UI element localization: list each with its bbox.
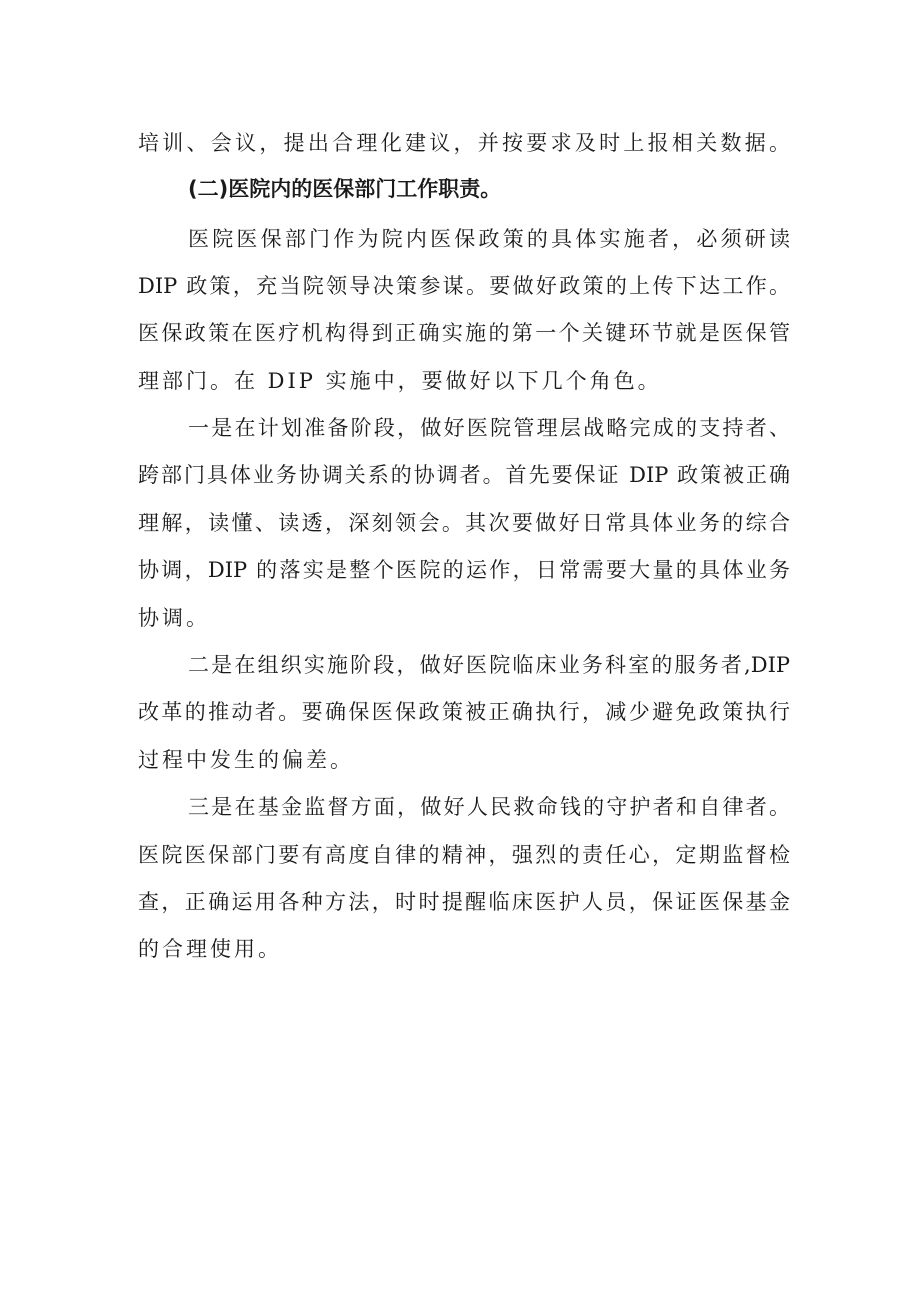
paragraph-1-line-4: 理部门。在 DIP 实施中，要做好以下几个角色。 [138,369,662,393]
paragraph-1-line-2: DIP 政策，充当院领导决策参谋。要做好政策的上传下达工作。 [138,274,790,298]
paragraph-4-line-3: 查，正确运用各种方法，时时提醒临床医护人员，保证医保基金 [138,890,790,914]
paragraph-3-line-1: 二是在组织实施阶段，做好医院临床业务科室的服务者,DIP [188,653,790,677]
paragraph-0-line-1: 培训、会议，提出合理化建议，并按要求及时上报相关数据。 [138,131,790,155]
paragraph-4-line-1: 三是在基金监督方面，做好人民救命钱的守护者和自律者。 [188,795,790,819]
paragraph-4-line-2: 医院医保部门要有高度自律的精神，强烈的责任心，定期监督检 [138,843,790,867]
section-heading: (二)医院内的医保部门工作职责。 [188,177,502,201]
paragraph-2-line-1: 一是在计划准备阶段，做好医院管理层战略完成的支持者、 [188,416,790,440]
paragraph-1-line-1: 医院医保部门作为院内医保政策的具体实施者，必须研读 [188,227,790,251]
paragraph-3-line-2: 改革的推动者。要确保医保政策被正确执行，减少避免政策执行 [138,700,790,724]
paragraph-2-line-4: 协调，DIP 的落实是整个医院的运作，日常需要大量的具体业务 [138,558,790,582]
paragraph-2-line-2: 跨部门具体业务协调关系的协调者。首先要保证 DIP 政策被正确 [138,463,790,487]
paragraph-2-line-3: 理解，读懂、读透，深刻领会。其次要做好日常具体业务的综合 [138,511,790,535]
paragraph-4-line-4: 的合理使用。 [138,937,282,961]
paragraph-1-line-3: 医保政策在医疗机构得到正确实施的第一个关键环节就是医保管 [138,321,790,345]
paragraph-3-line-3: 过程中发生的偏差。 [138,748,354,772]
paragraph-2-line-5: 协调。 [138,606,210,630]
